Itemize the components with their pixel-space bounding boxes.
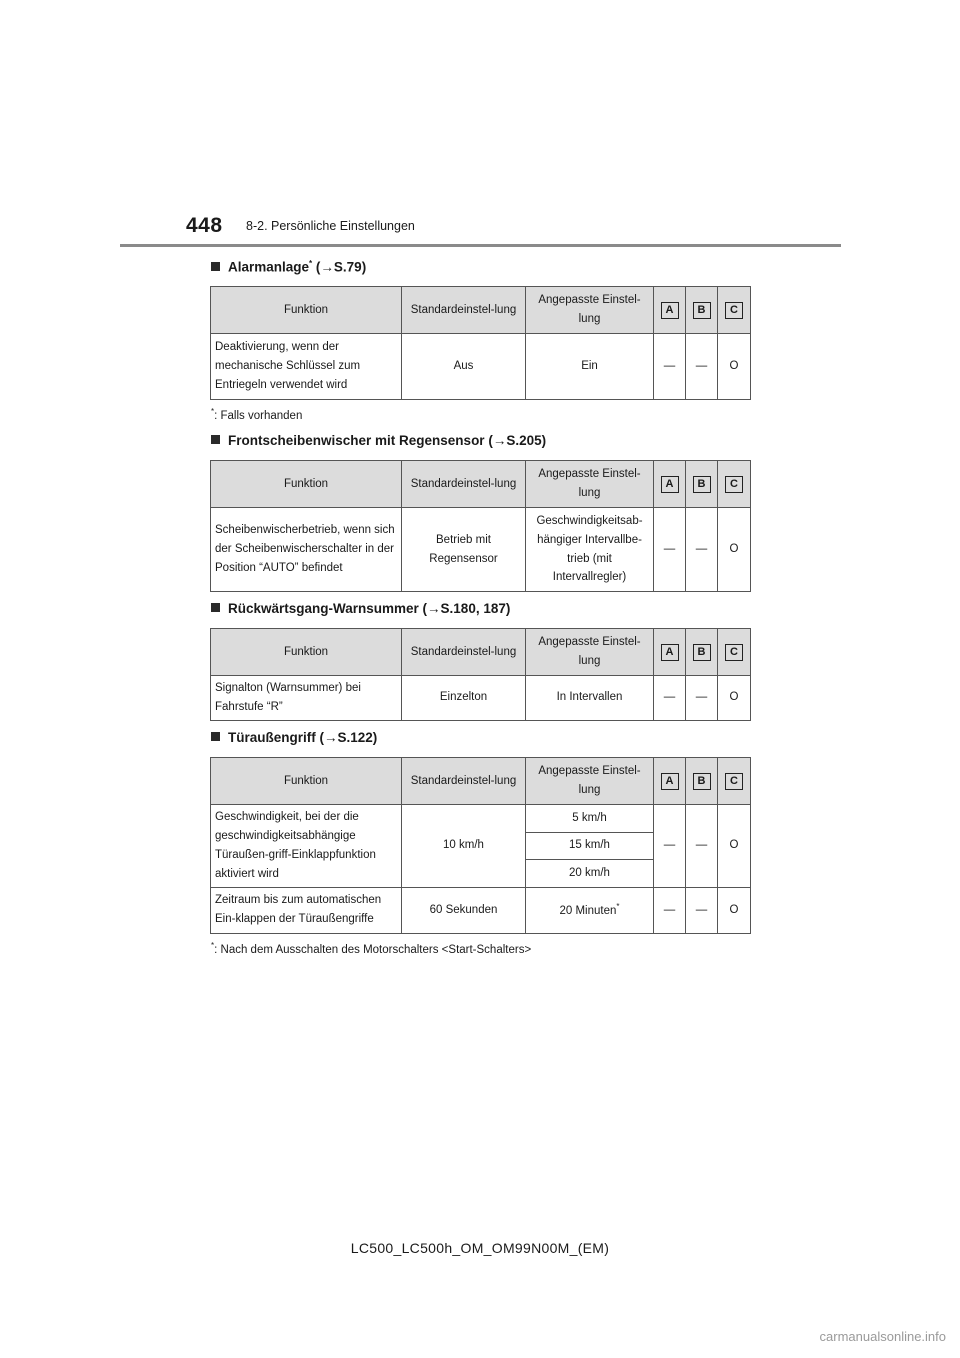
header-angepasst: Angepasste Einstel-lung xyxy=(526,461,654,508)
cell-b: — xyxy=(686,887,718,933)
table-row xyxy=(211,676,751,721)
header-c xyxy=(718,461,751,508)
header-standard: Standardeinstel-lung xyxy=(402,287,526,334)
cell-a: — xyxy=(654,508,686,592)
header-angepasst: Angepasste Einstel-lung xyxy=(526,629,654,676)
cell-c: O xyxy=(718,887,751,933)
cell-funktion: Signalton (Warnsummer) bei Fahrstufe “R” xyxy=(211,676,402,721)
cell-angepasst: Ein xyxy=(526,334,654,400)
cell-angepasst: Geschwindigkeitsab-hängiger Intervallbe-trieb (mit Intervallregler) xyxy=(526,508,654,592)
square-bullet-icon xyxy=(211,732,220,741)
header-c xyxy=(718,758,751,805)
settings-table-tueraussengriff xyxy=(210,757,751,934)
table-header-row xyxy=(211,287,751,334)
cell-angepasst: In Intervallen xyxy=(526,676,654,721)
cell-angepasst-option: 15 km/h xyxy=(526,832,654,860)
header-standard: Standardeinstel-lung xyxy=(402,758,526,805)
watermark: carmanualsonline.info xyxy=(819,1329,946,1344)
label-c-icon: C xyxy=(725,476,743,493)
settings-table-alarmanlage xyxy=(210,286,751,400)
footer-document-id: LC500_LC500h_OM_OM99N00M_(EM) xyxy=(350,1240,610,1256)
section-title-rueckwaertsgang: Rückwärtsgang-Warnsummer (→S.180, 187) xyxy=(211,601,510,616)
table-row xyxy=(211,805,751,833)
cell-angepasst-option: 20 km/h xyxy=(526,860,654,888)
cell-b: — xyxy=(686,676,718,721)
header-c xyxy=(718,629,751,676)
label-c-icon: C xyxy=(725,773,743,790)
cell-a: — xyxy=(654,887,686,933)
cell-b: — xyxy=(686,334,718,400)
label-a-icon: A xyxy=(661,302,679,319)
label-c-icon: C xyxy=(725,644,743,661)
cell-standard: 10 km/h xyxy=(402,805,526,888)
header-a xyxy=(654,461,686,508)
header-angepasst: Angepasste Einstel-lung xyxy=(526,287,654,334)
header-a xyxy=(654,629,686,676)
cell-angepasst-option: 5 km/h xyxy=(526,805,654,833)
label-b-icon: B xyxy=(693,644,711,661)
page-number: 448 xyxy=(186,214,223,237)
cell-funktion: Deaktivierung, wenn der mechanische Schlüssel zum Entriegeln verwendet wird xyxy=(211,334,402,400)
table-row xyxy=(211,508,751,592)
settings-table-frontscheibenwischer xyxy=(210,460,751,592)
header-b xyxy=(686,758,718,805)
header-a xyxy=(654,287,686,334)
section-title-alarmanlage: Alarmanlage* (→S.79) xyxy=(211,259,366,275)
header-funktion: Funktion xyxy=(211,287,402,334)
table-header-row xyxy=(211,461,751,508)
section-title-frontscheibenwischer: Frontscheibenwischer mit Regensensor (→S.205) xyxy=(211,433,546,448)
cell-standard: Betrieb mit Regensensor xyxy=(402,508,526,592)
header-standard: Standardeinstel-lung xyxy=(402,629,526,676)
cell-standard: Einzelton xyxy=(402,676,526,721)
square-bullet-icon xyxy=(211,435,220,444)
cell-c: O xyxy=(718,334,751,400)
header-funktion: Funktion xyxy=(211,461,402,508)
table-header-row xyxy=(211,629,751,676)
chapter-title: 8-2. Persönliche Einstellungen xyxy=(246,219,415,233)
table-row xyxy=(211,887,751,933)
header-a xyxy=(654,758,686,805)
cell-angepasst: 20 Minuten* xyxy=(526,887,654,933)
label-b-icon: B xyxy=(693,773,711,790)
settings-table-rueckwaertsgang xyxy=(210,628,751,721)
section-title-tueraussengriff: Türaußengriff (→S.122) xyxy=(211,730,377,745)
label-b-icon: B xyxy=(693,302,711,319)
cell-a: — xyxy=(654,676,686,721)
cell-b: — xyxy=(686,805,718,888)
header-b xyxy=(686,629,718,676)
label-a-icon: A xyxy=(661,773,679,790)
cell-a: — xyxy=(654,334,686,400)
footnote-falls-vorhanden: *: Falls vorhanden xyxy=(211,407,303,422)
cell-funktion: Zeitraum bis zum automatischen Ein-klappen der Türaußengriffe xyxy=(211,887,402,933)
cell-c: O xyxy=(718,676,751,721)
cell-a: — xyxy=(654,805,686,888)
square-bullet-icon xyxy=(211,603,220,612)
header-b xyxy=(686,287,718,334)
label-a-icon: A xyxy=(661,644,679,661)
label-a-icon: A xyxy=(661,476,679,493)
header-funktion: Funktion xyxy=(211,629,402,676)
header-b xyxy=(686,461,718,508)
cell-c: O xyxy=(718,805,751,888)
cell-funktion: Geschwindigkeit, bei der die geschwindigkeitsabhängige Türaußen-griff-Einklappfunktion aktiviert wird xyxy=(211,805,402,888)
header-angepasst: Angepasste Einstel-lung xyxy=(526,758,654,805)
header-funktion: Funktion xyxy=(211,758,402,805)
label-c-icon: C xyxy=(725,302,743,319)
header-standard: Standardeinstel-lung xyxy=(402,461,526,508)
cell-standard: 60 Sekunden xyxy=(402,887,526,933)
table-row xyxy=(211,334,751,400)
cell-b: — xyxy=(686,508,718,592)
cell-c: O xyxy=(718,508,751,592)
header-rule xyxy=(120,244,841,247)
label-b-icon: B xyxy=(693,476,711,493)
square-bullet-icon xyxy=(211,262,220,271)
footnote-motorschalter: *: Nach dem Ausschalten des Motorschalters <Start-Schalters> xyxy=(211,941,532,956)
header-c xyxy=(718,287,751,334)
cell-funktion: Scheibenwischerbetrieb, wenn sich der Scheibenwischerschalter in der Position “AUTO” befindet xyxy=(211,508,402,592)
cell-standard: Aus xyxy=(402,334,526,400)
table-header-row xyxy=(211,758,751,805)
